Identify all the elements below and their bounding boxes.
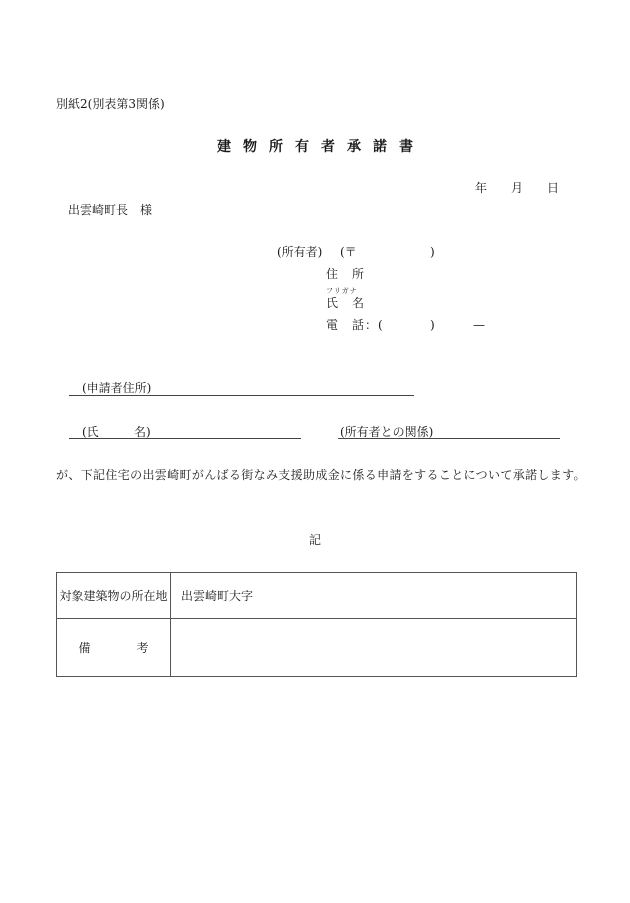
applicant-name-field[interactable] — [69, 438, 301, 439]
owner-name-label: 氏 名 — [326, 296, 366, 310]
applicant-address-field[interactable] — [69, 395, 414, 396]
consent-statement: が、下記住宅の出雲崎町がんばる街なみ支援助成金に係る申請をすることについて承諾します。 — [56, 468, 586, 482]
location-header: 対象建築物の所在地 — [57, 573, 171, 619]
furigana-label: フリガナ — [326, 287, 358, 295]
remarks-header — [57, 619, 171, 677]
date-year-label: 年 — [475, 181, 488, 195]
owner-phone-label: 電 話：( — [326, 318, 384, 332]
document-title: 建物所有者承諾書 — [217, 139, 425, 155]
owner-address-label: 住 所 — [326, 267, 366, 281]
table-row-remarks — [57, 619, 577, 677]
relation-field[interactable] — [338, 438, 560, 439]
applicant-name-label-2: 名) — [134, 425, 151, 439]
remarks-header-char-1: 備 — [78, 641, 91, 655]
addressee: 出雲崎町長 様 — [68, 203, 153, 217]
owner-phone-dash: — — [473, 318, 485, 332]
remarks-value[interactable] — [171, 619, 577, 677]
ki-label: 記 — [309, 533, 322, 547]
date-day-label: 日 — [547, 181, 560, 195]
postal-code-close: ) — [430, 245, 435, 259]
record-table — [56, 572, 577, 677]
applicant-name-label-1: (氏 — [82, 425, 99, 439]
location-value[interactable]: 出雲崎町大字 — [171, 573, 577, 619]
remarks-header-char-2: 考 — [136, 641, 149, 655]
postal-code-open: (〒 — [340, 245, 357, 259]
form-reference: 別紙2(別表第3関係) — [56, 97, 165, 111]
owner-phone-close: ) — [430, 318, 435, 332]
relation-label: (所有者との関係) — [340, 425, 434, 439]
table-row-location — [57, 573, 577, 619]
applicant-address-label: (申請者住所) — [82, 381, 152, 395]
owner-section-label: (所有者) — [277, 245, 323, 259]
date-month-label: 月 — [511, 181, 524, 195]
